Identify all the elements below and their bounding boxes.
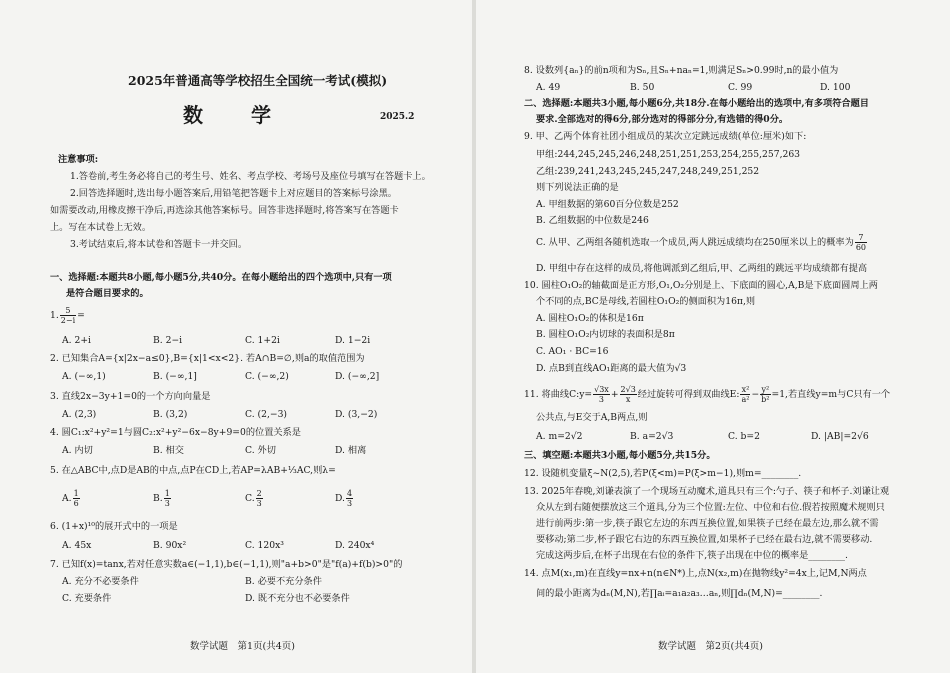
option-a: A. (−∞,1): [62, 371, 106, 382]
option-c: C. (2,−3): [245, 409, 288, 420]
question-4-stem: 4. 圆C₁:x²+y²=1与圆C₂:x²+y²−6x−8y+9=0的位置关系是: [50, 427, 301, 438]
question-5-stem: 5. 在△ABC中,点D是AB的中点,点P在CD上,若AP=λAB+⅓AC,则λ=: [50, 465, 336, 476]
option-c: C. 120x³: [245, 540, 284, 551]
option-d: D. (3,−2): [335, 409, 378, 420]
option-a: A. 圆柱O₁O₂的体积是16π: [536, 313, 644, 324]
option-b: B. 必要不充分条件: [245, 576, 322, 587]
option-d: D. 相离: [335, 445, 367, 456]
option-d: D. 既不充分也不必要条件: [245, 593, 350, 604]
option-c: C. 1+2i: [245, 335, 280, 346]
page-gutter: [472, 0, 476, 673]
question-14-line: 间的最小距离为dₙ(M,N),若∏aᵢ=a₁a₂a₃…aₙ,则∏dₙ(M,N)=________.: [536, 588, 823, 599]
note-line: 2.回答选择题时,选出每小题答案后,用铅笔把答题卡上对应题目的答案标号涂黑。: [70, 188, 397, 199]
option-d: D. 240x⁴: [335, 540, 375, 551]
note-line: 1.答卷前,考生务必将自己的考生号、姓名、考点学校、考场号及座位号填写在答题卡上。: [70, 171, 431, 182]
question-13-line: 要移动;第二步,杯子跟它右边的东西互换位置,如果杯子已经在最右边,就不需要移动.: [536, 534, 873, 545]
option-d: D. $\frac{4}{3}$: [335, 489, 353, 508]
option-b: B. (−∞,1]: [153, 371, 197, 382]
section-1-heading-cont: 是符合题目要求的。: [66, 288, 149, 299]
question-8-stem: 8. 设数列{aₙ}的前n项和为Sₙ,且Sₙ+naₙ=1,则满足Sₙ>0.99时,n的最小值为: [524, 65, 839, 76]
option-d: D. 100: [820, 82, 851, 93]
option-b: B. 相交: [153, 445, 184, 456]
question-11-stem: 11. 将曲线C:y= $\frac{√3x}{3}$ + $\frac{2√3}{x}$ 经过旋转可得到双曲线E: $\frac{\text{x²}}{\text{a²}}$ − $\frac{\text{y²}}{\text{b²}}$ =1,若直线y=m与C只有一个: [524, 385, 891, 404]
note-line: 3.考试结束后,将本试卷和答题卡一并交回。: [70, 239, 248, 250]
option-a: A. (2,3): [62, 409, 97, 420]
exam-date: 2025.2: [380, 112, 415, 122]
question-14-stem: 14. 点M(x₁,m)在直线y=nx+n(n∈N*)上,点N(x₂,m)在抛物线y²=4x上,记M,N两点: [524, 568, 867, 579]
option-d: D. 甲组中存在这样的成员,将他调派到乙组后,甲、乙两组的跳远平均成绩都有提高: [536, 263, 868, 274]
option-c: C. 外切: [245, 445, 276, 456]
section-2-heading-cont: 要求.全部选对的得6分,部分选对的得部分分,有选错的得0分。: [536, 114, 789, 125]
option-b: B. 乙组数据的中位数是246: [536, 215, 649, 226]
option-c: C. $\frac{2}{3}$: [245, 489, 262, 508]
subject-title: 数 学: [183, 103, 285, 127]
question-11-stem-cont: 公共点,与E交于A,B两点,则: [536, 412, 648, 423]
section-3-heading: 三、填空题:本题共3小题,每小题5分,共15分。: [524, 450, 716, 461]
option-c: C. AO₁ · BC=16: [536, 346, 609, 357]
note-line: 上。写在本试卷上无效。: [50, 222, 152, 233]
page-1: [0, 0, 470, 673]
question-13-line: 众从左到右随便摆放这三个道具,分为三个位置:左位、中位和右位.假若按照魔术规则只: [536, 502, 885, 513]
question-13-line: 进行前两步:第一步,筷子跟它左边的东西互换位置,如果筷子已经在最左边,那么就不需: [536, 518, 879, 529]
question-13-stem: 13. 2025年春晚,刘谦表演了一个现场互动魔术,道具只有三个:勺子、筷子和杯子.刘谦让观: [524, 486, 890, 497]
option-a: A. 内切: [62, 445, 93, 456]
section-2-heading: 二、选择题:本题共3小题,每小题6分,共18分.在每小题给出的选项中,有多项符合题目: [524, 98, 869, 109]
option-c: C. (−∞,2): [245, 371, 289, 382]
option-c: C. 从甲、乙两组各随机选取一个成员,两人跳远成绩均在250厘米以上的概率为 $\frac{7}{60}$: [536, 233, 866, 252]
option-c: C. 充要条件: [62, 593, 112, 604]
question-12-stem: 12. 设随机变量ξ~N(2,5),若P(ξ<m)=P(ξ>m−1),则m=________.: [524, 468, 802, 479]
option-a: A. $\frac{1}{6}$: [62, 489, 79, 508]
page-2: [478, 0, 948, 673]
section-1-heading: 一、选择题:本题共8小题,每小题5分,共40分。在每小题给出的四个选项中,只有一项: [50, 272, 392, 283]
question-7-stem: 7. 已知f(x)=tanx,若对任意实数a∈(−1,1),b∈(−1,1),则"a+b>0"是"f(a)+f(b)>0"的: [50, 559, 403, 570]
option-b: B. a=2√3: [630, 431, 674, 442]
option-a: A. m=2√2: [536, 431, 583, 442]
question-13-line: 完成这两步后,在杯子出现在右位的条件下,筷子出现在中位的概率是________.: [536, 550, 848, 561]
question-9-ask: 则下列说法正确的是: [536, 182, 619, 193]
note-line: 如需要改动,用橡皮擦干净后,再选涂其他答案标号。回答非选择题时,将答案写在答题卡: [50, 205, 399, 216]
question-2-stem: 2. 已知集合A={x|2x−a≤0},B={x|1<x<2}. 若A∩B=∅,则a的取值范围为: [50, 353, 365, 364]
option-a: A. 2+i: [62, 335, 91, 346]
option-c: C. b=2: [728, 431, 760, 442]
option-b: B. 圆柱O₁O₂内切球的表面积是8π: [536, 329, 675, 340]
question-3-stem: 3. 直线2x−3y+1=0的一个方向向量是: [50, 391, 211, 402]
notes-heading: 注意事项:: [58, 154, 99, 165]
question-10-stem-cont: 个不同的点,BC是母线,若圆柱O₁O₂的侧面积为16π,则: [536, 296, 756, 307]
option-b: B. 50: [630, 82, 655, 93]
option-c: C. 99: [728, 82, 753, 93]
page-footer: 数学试题 第1页(共4页): [190, 641, 296, 652]
group-jia-data: 甲组:244,245,245,246,248,251,251,253,254,255,257,263: [536, 149, 801, 160]
option-b: B. (3,2): [153, 409, 188, 420]
group-yi-data: 乙组:239,241,243,245,245,247,248,249,251,252: [536, 166, 760, 177]
option-d: D. 1−2i: [335, 335, 371, 346]
option-a: A. 49: [536, 82, 561, 93]
question-10-stem: 10. 圆柱O₁O₂的轴截面是正方形,O₁,O₂分别是上、下底面的圆心,A,B是下底面圆周上两: [524, 280, 878, 291]
option-a: A. 45x: [62, 540, 92, 551]
page-footer: 数学试题 第2页(共4页): [658, 641, 764, 652]
option-d: D. 点B到直线AO₁距离的最大值为√3: [536, 363, 687, 374]
option-a: A. 甲组数据的第60百分位数是252: [536, 199, 679, 210]
question-1-stem: 1. $\frac{5}{2-i}$ =: [50, 306, 85, 325]
option-d: D. |AB|=2√6: [811, 431, 869, 442]
option-b: B. 2−i: [153, 335, 183, 346]
option-d: D. (−∞,2]: [335, 371, 380, 382]
option-b: B. 90x²: [153, 540, 187, 551]
question-6-stem: 6. (1+x)¹⁰的展开式中的一项是: [50, 521, 178, 532]
option-a: A. 充分不必要条件: [62, 576, 139, 587]
option-b: B. $\frac{1}{3}$: [153, 489, 170, 508]
exam-title: 2025年普通高等学校招生全国统一考试(模拟): [128, 73, 388, 88]
question-9-stem: 9. 甲、乙两个体育社团小组成员的某次立定跳远成绩(单位:厘米)如下:: [524, 131, 807, 142]
